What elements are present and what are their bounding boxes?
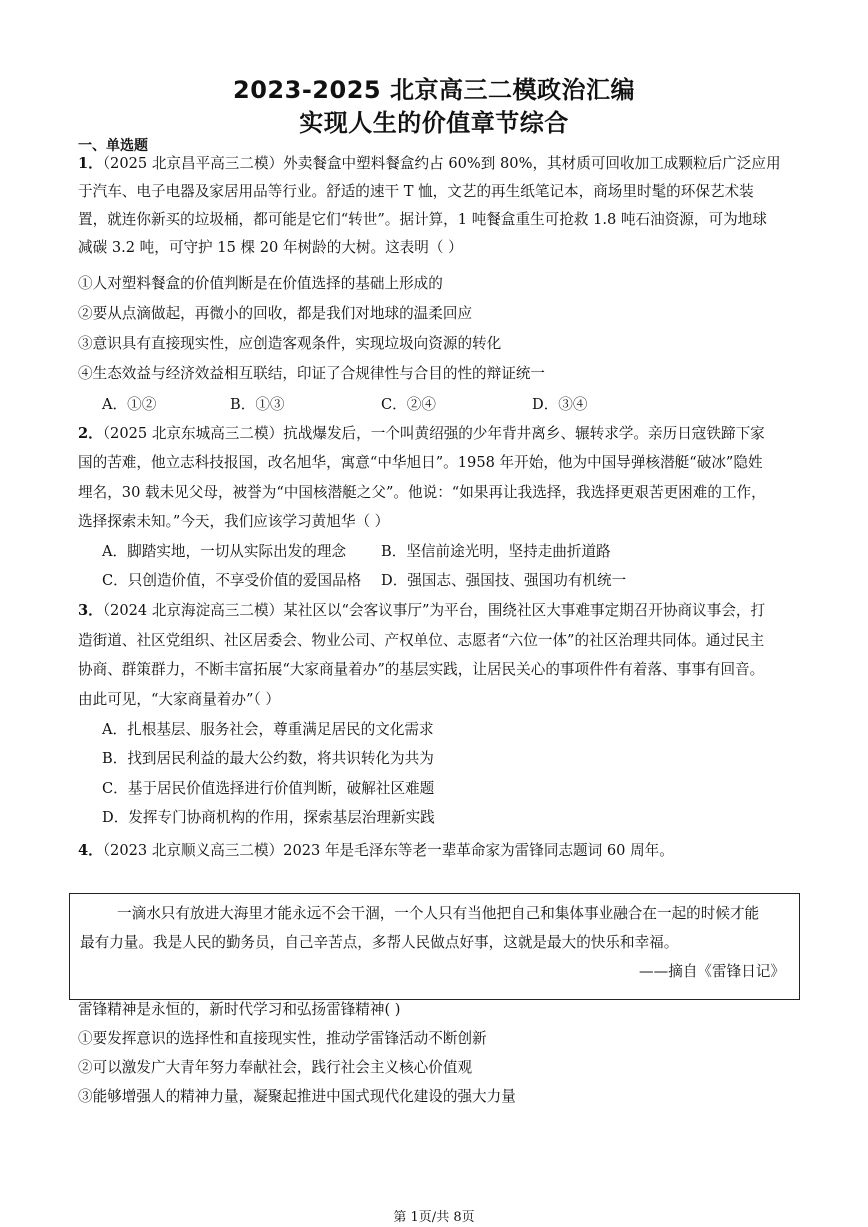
- q4-source: （2023 北京顺义高三二模）: [102, 842, 284, 859]
- q3-line-1: [78, 601, 765, 621]
- q3-option-c[interactable]: C．基于居民价值选择进行价值判断，破解社区难题: [102, 780, 435, 797]
- q1-line-3: 置，就连你新买的垃圾桶，都可能是它们“转世”。据计算，1 吨餐盒重生可抢救 1.8 吨石油资源，可为地球: [78, 211, 767, 228]
- q4-statement-3: ③能够增强人的精神力量，凝聚起推进中国式现代化建设的强大力量: [78, 1088, 516, 1105]
- q2-line-3: 埋名，30 载未见父母，被誉为“中国核潜艇之父”。他说：“如果再让我选择，我选择更艰苦更困难的工作，: [78, 484, 766, 501]
- q2-line-1: [78, 424, 765, 444]
- q1-option-c[interactable]: C．②④: [381, 396, 436, 413]
- q2-text: 抗战爆发后，一个叫黄绍强的少年背井离乡、辗转求学。亲历日寇铁蹄下家: [283, 425, 765, 442]
- q1-line-4: 减碳 3.2 吨，可守护 15 棵 20 年树龄的大树。这表明（ ）: [78, 239, 463, 256]
- q3-line-4: 由此可见，“大家商量着办”（ ）: [78, 691, 280, 708]
- q4-question: 雷锋精神是永恒的，新时代学习和弘扬雷锋精神( ): [78, 1001, 401, 1018]
- quote-line-2: 最有力量。我是人民的勤务员，自己辛苦点，多帮人民做点好事，这就是最大的快乐和幸福。: [80, 934, 679, 951]
- q2-option-d[interactable]: D．强国志、强国技、强国功有机统一: [381, 572, 627, 589]
- q3-option-b[interactable]: B．找到居民利益的最大公约数，将共识转化为共为: [102, 750, 434, 767]
- quote-source: ——摘自《雷锋日记》: [639, 963, 785, 980]
- section-heading: 一、单选题: [78, 138, 148, 154]
- q1-option-b[interactable]: B．①③: [230, 396, 285, 413]
- q3-source: （2024 北京海淀高三二模）: [102, 602, 284, 619]
- q1-line-1: [78, 154, 781, 174]
- q2-option-a[interactable]: A．脚踏实地，一切从实际出发的理念: [102, 543, 347, 560]
- q3-number: 3．: [78, 602, 103, 619]
- q3-line-2: 造街道、社区党组织、社区居委会、物业公司、产权单位、志愿者“六位一体”的社区治理共同体。通过民主: [78, 632, 765, 649]
- q4-number: 4．: [78, 842, 103, 859]
- q4-text: 2023 年是毛泽东等老一辈革命家为雷锋同志题词 60 周年。: [283, 842, 674, 859]
- q3-text: 某社区以“会客议事厅”为平台，围绕社区大事难事定期召开协商议事会，打: [283, 602, 766, 619]
- q2-option-b[interactable]: B．坚信前途光明，坚持走曲折道路: [381, 543, 611, 560]
- q1-option-d[interactable]: D．③④: [532, 396, 588, 413]
- q2-line-4: 选择探索未知。”今天，我们应该学习黄旭华（ ）: [78, 513, 390, 530]
- q2-option-c[interactable]: C．只创造价值，不享受价值的爱国品格: [102, 572, 362, 589]
- q1-statement-4: ④生态效益与经济效益相互联结，印证了合规律性与合目的性的辩证统一: [78, 365, 546, 382]
- q2-number: 2．: [78, 425, 103, 442]
- q3-option-d[interactable]: D．发挥专门协商机构的作用，探索基层治理新实践: [102, 809, 435, 826]
- q1-source: （2025 北京昌平高三二模）: [102, 155, 284, 172]
- q1-statement-1: ①人对塑料餐盒的价值判断是在价值选择的基础上形成的: [78, 275, 443, 292]
- q2-source: （2025 北京东城高三二模）: [102, 425, 284, 442]
- q4-statement-2: ②可以激发广大青年努力奉献社会，践行社会主义核心价值观: [78, 1059, 473, 1076]
- document-subtitle: 实现人生的价值章节综合: [299, 109, 569, 137]
- q1-statement-2: ②要从点滴做起，再微小的回收，都是我们对地球的温柔回应: [78, 305, 473, 322]
- q1-option-a[interactable]: A．①②: [102, 396, 157, 413]
- q1-statement-3: ③意识具有直接现实性，应创造客观条件，实现垃圾向资源的转化: [78, 335, 502, 352]
- quote-line-1: 一滴水只有放进大海里才能永远不会干涸，一个人只有当他把自己和集体事业融合在一起的时候才能: [117, 905, 760, 922]
- q4-statement-1: ①要发挥意识的选择性和直接现实性，推动学雷锋活动不断创新: [78, 1030, 487, 1047]
- q4-line-1: [78, 841, 674, 861]
- q3-line-3: 协商、群策群力，不断丰富拓展“大家商量着办”的基层实践，让居民关心的事项件件有着落、事事有回音。: [78, 661, 765, 678]
- q2-line-2: 国的苦难，他立志科技报国，改名旭华，寓意“中华旭日”。1958 年开始，他为中国导弹核潜艇“破冰”隐姓: [78, 454, 763, 471]
- document-title: 2023-2025 北京高三二模政治汇编: [233, 76, 635, 104]
- quote-box: [69, 893, 800, 1000]
- page-number: 第 1页/共 8页: [393, 1210, 475, 1225]
- q1-line-2: 于汽车、电子电器及家居用品等行业。舒适的速干 T 恤，文艺的再生纸笔记本，商场里时髦的环保艺术装: [78, 183, 754, 200]
- q1-number: 1．: [78, 155, 103, 172]
- q1-text: 外卖餐盒中塑料餐盒约占 60%到 80%，其材质可回收加工成颗粒后广泛应用: [283, 155, 781, 172]
- q3-option-a[interactable]: A．扎根基层、服务社会，尊重满足居民的文化需求: [102, 721, 434, 738]
